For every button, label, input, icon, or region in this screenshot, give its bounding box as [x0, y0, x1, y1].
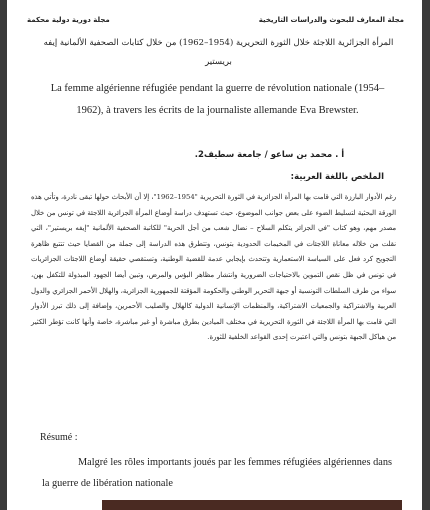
- running-header: [27, 16, 404, 24]
- french-abstract-text: Malgré les rôles importants joués par les femmes réfugiées algériennes dans la guerre de libération nationale: [42, 457, 392, 489]
- viewer-right-edge: [422, 0, 430, 510]
- french-abstract-heading: Résumé :: [40, 432, 78, 443]
- author-line: أ . محمد بن ساعو / جامعة سطيف2.: [194, 150, 345, 160]
- journal-type: مجلة دورية دولية محكمة: [27, 16, 110, 24]
- arabic-abstract-text: رغم الأدوار البارزة التي قامت بها المرأة الجزائرية في الثورة التحريرية "1954–1962"، إلا أن الأبحاث حولها تبقى نادرة، وتأتي هذه الورقة البحثية لتسليط الضوء على بعض جوانب الموضوع، حيث تستهدف دراسة أوضاع المرأة الجزائرية اللاجئة في تونس من خلال مصدر مهم، وهو كتاب "في الجزائر يتكلم السلاح – نضال شعب من أجل الحرية" للكاتبة الصحفية الألمانية "إيفه بريستير"، التي نقلت من خلاله معاناة اللاجئات في المخيمات الحدودية بتونس، وتتطرق هذه الدراسة إلى جملة من القضايا حيث تتتبع ظاهرة التجويح كرد فعل على السياسة الاستعمارية وتتحدث بإيجابي عدمة للقضية الوطنية، وتستقصي حقيقة أوضاع اللاجئات الجزائريات في تونس في ظل نقص التموين بالاحتياجات الضرورية وانتشار مظاهر البؤس والمرض، وتبين أيضا الجهود المبذولة للتكفل بهن، سواء من طرف السلطات التونسية أو جبهة التحرير الوطني والحكومة المؤقتة للجمهورية الجزائرية، والهلال الأحمر الجزائري والدول العربية والاشتراكية والجمعيات الاشتراكية، والمنظمات الإنسانية الدولية كالهلال والصليب الأحمرين، وإضافة إلى ذلك تبرز الأدوار التي قامت بها المرأة اللاجئة في الثورة التحريرية في مختلف الميادين بطرق مباشرة أو غير مباشرة، خاصة وأنها كانت تؤطر الكثير من هياكل الجبهة بتونس والتي اعتبرت إحدى القواعد الخلفية للثورة.: [31, 193, 397, 342]
- arabic-title: المرأة الجزائرية اللاجئة خلال الثورة التحريرية (1954–1962) من خلال كتابات الصحفية الألمانية إيفه بريستير: [43, 38, 394, 67]
- viewer-left-edge: [0, 0, 7, 510]
- journal-name: مجلة المعارف للبحوث والدراسات التاريخية: [258, 16, 404, 24]
- arabic-abstract-heading: الملخص باللغة العربية:: [290, 172, 384, 182]
- footer-bar: [102, 500, 402, 510]
- french-title: La femme algérienne réfugiée pendant la guerre de révolution nationale (1954–1962), à travers les écrits de la journaliste allemande Eva Brewster.: [50, 83, 385, 116]
- paper-page: [7, 0, 422, 510]
